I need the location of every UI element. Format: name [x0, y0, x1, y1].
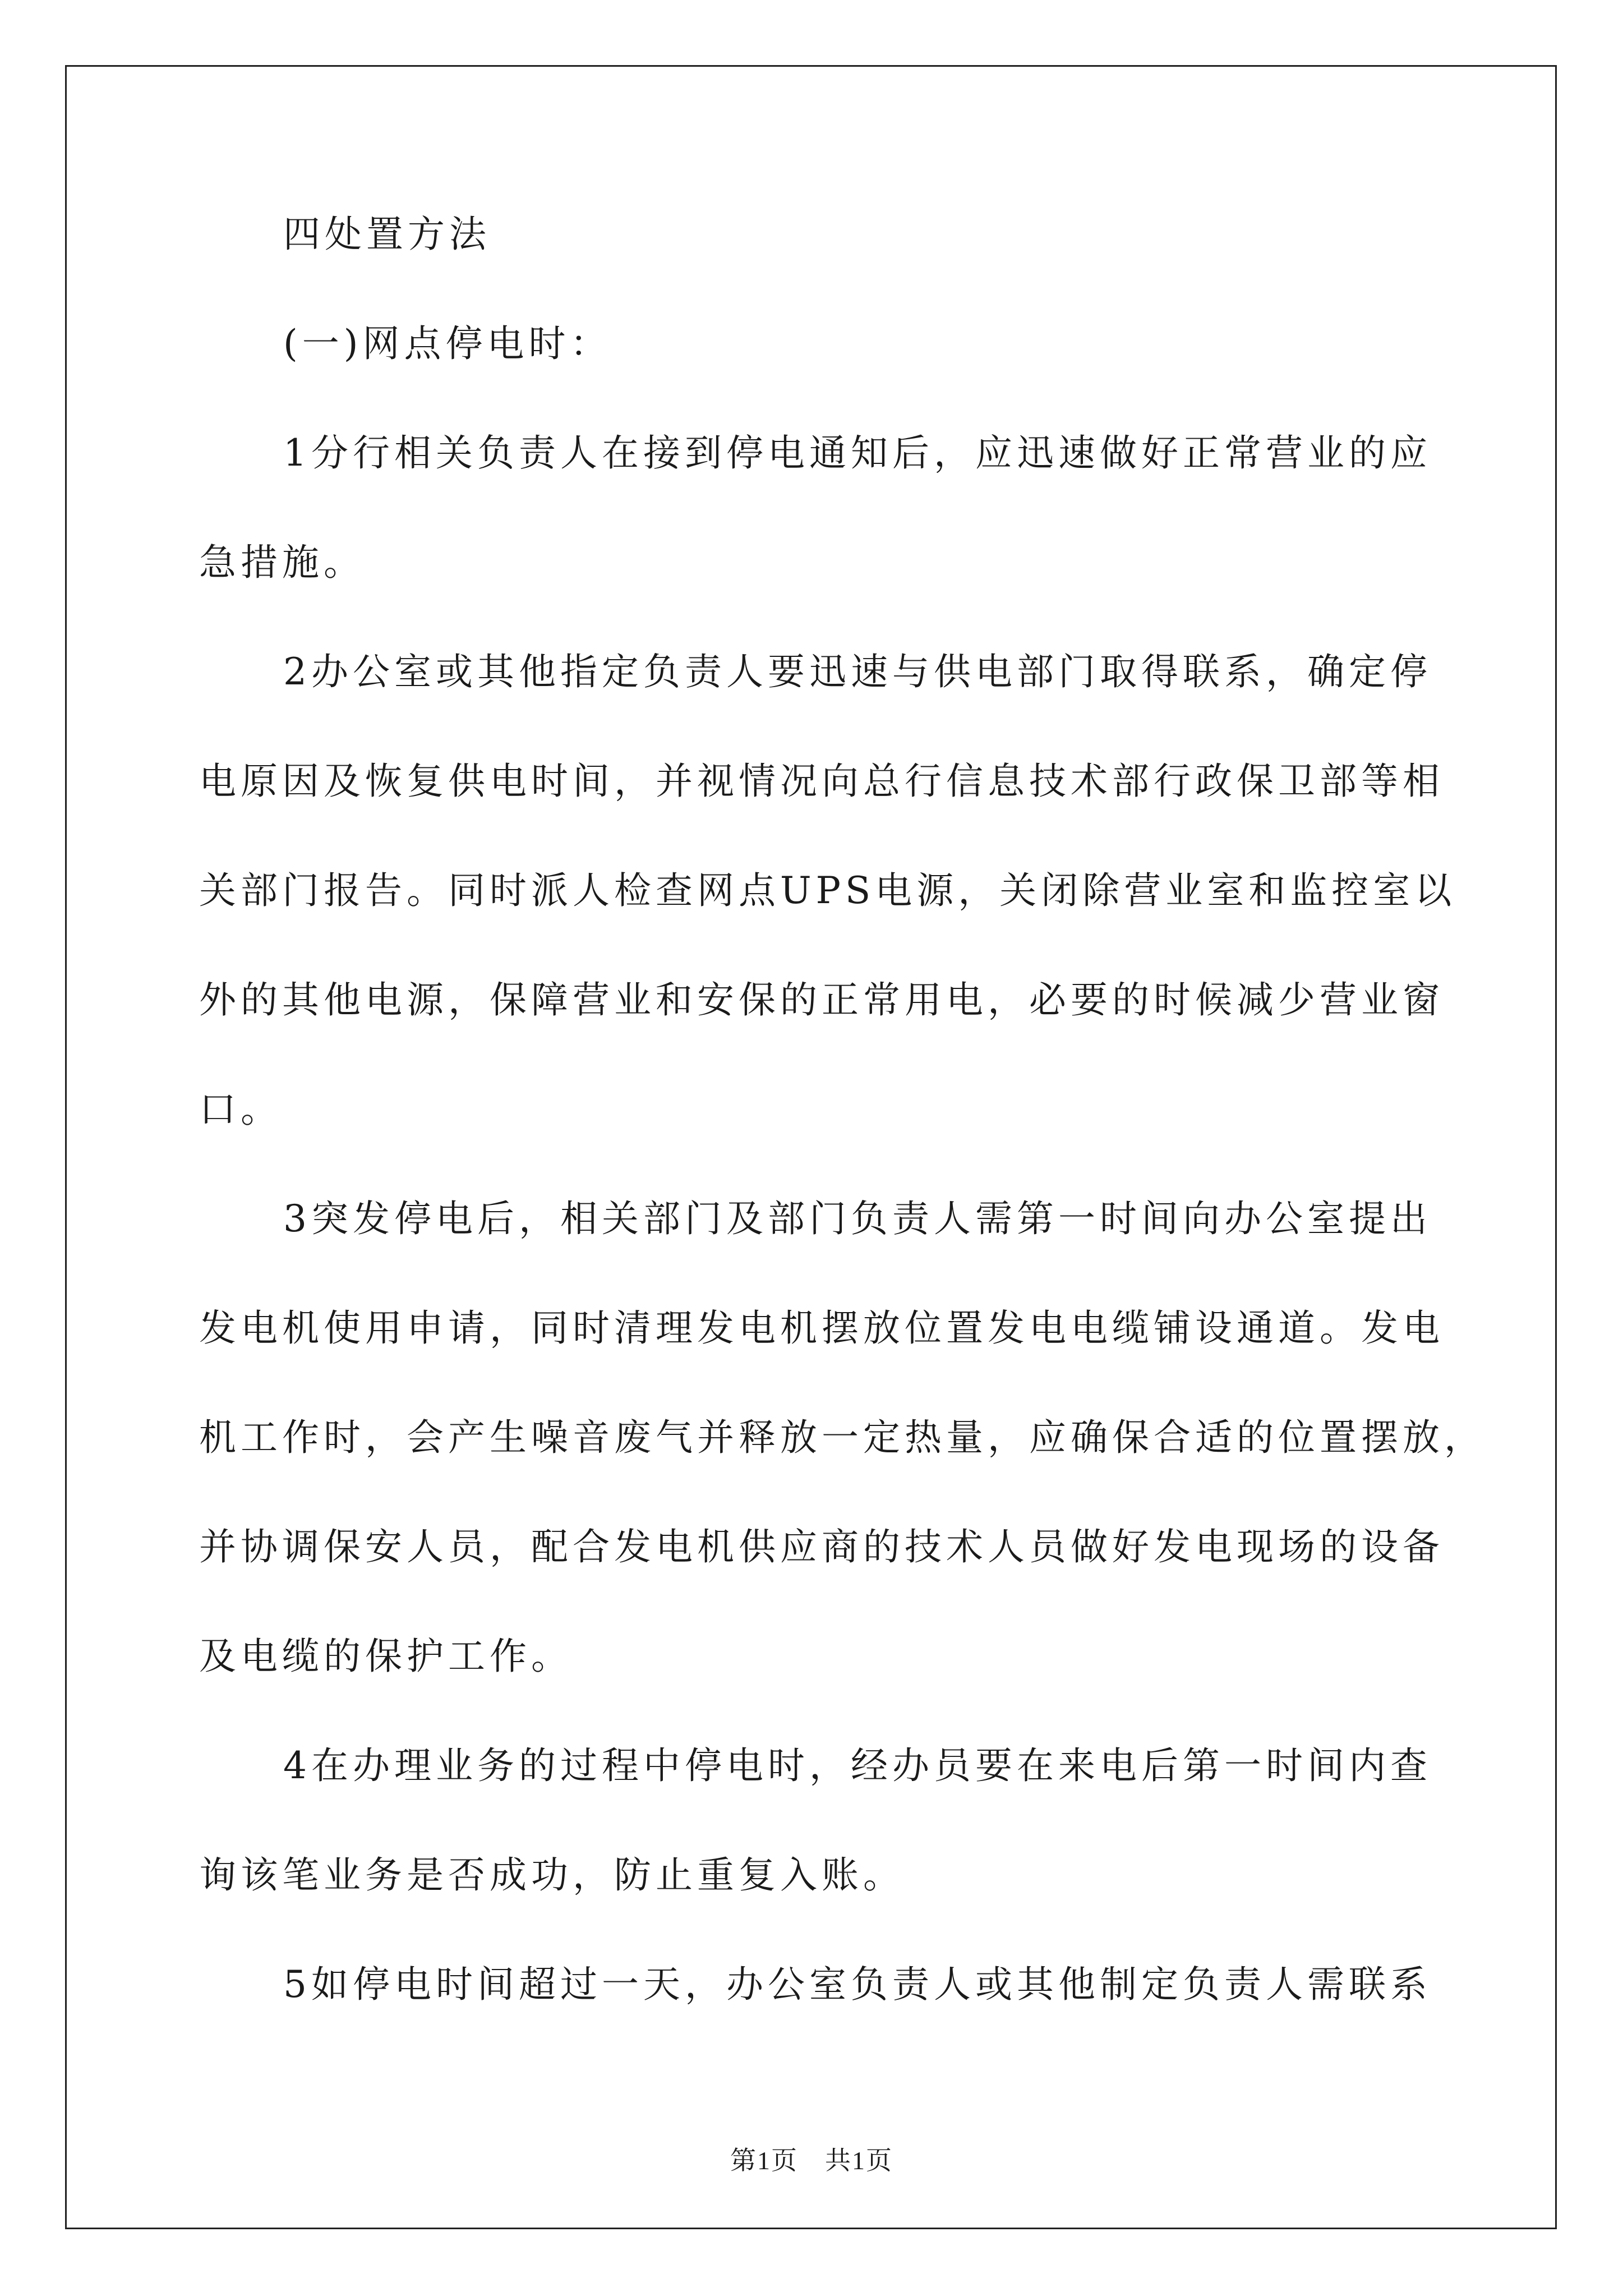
paragraph-line: 2办公室或其他指定负责人要迅速与供电部门取得联系，确定停: [283, 650, 1432, 693]
paragraph-line: 急措施。: [199, 541, 365, 584]
paragraph-line: 电原因及恢复供电时间，并视情况向总行信息技术部行政保卫部等相: [199, 760, 1444, 803]
paragraph-line: 口。: [199, 1088, 282, 1131]
paragraph-line: 5如停电时间超过一天，办公室负责人或其他制定负责人需联系: [283, 1963, 1432, 2006]
paragraph-line: 1分行相关负责人在接到停电通知后，应迅速做好正常营业的应: [283, 431, 1432, 475]
page-border: [65, 65, 1557, 2229]
paragraph-line: 4在办理业务的过程中停电时，经办员要在来电后第一时间内查: [283, 1744, 1432, 1787]
paragraph-line: 3突发停电后，相关部门及部门负责人需第一时间向办公室提出: [283, 1197, 1432, 1240]
paragraph-line: 询该笔业务是否成功，防止重复入账。: [199, 1853, 905, 1897]
page-number: 第1页 共1页: [730, 2146, 893, 2175]
subsection-heading: (一)网点停电时：: [283, 322, 612, 365]
section-heading: 四处置方法: [283, 213, 491, 256]
paragraph-line: 机工作时，会产生噪音废气并释放一定热量，应确保合适的位置摆放，: [199, 1416, 1486, 1459]
paragraph-line: 关部门报告。同时派人检查网点UPS电源，关闭除营业室和监控室以: [199, 869, 1456, 912]
paragraph-line: 及电缆的保护工作。: [199, 1635, 573, 1678]
paragraph-line: 并协调保安人员，配合发电机供应商的技术人员做好发电现场的设备: [199, 1525, 1444, 1568]
paragraph-line: 发电机使用申请，同时清理发电机摆放位置发电电缆铺设通道。发电: [199, 1306, 1444, 1350]
paragraph-line: 外的其他电源，保障营业和安保的正常用电，必要的时候减少营业窗: [199, 978, 1444, 1022]
